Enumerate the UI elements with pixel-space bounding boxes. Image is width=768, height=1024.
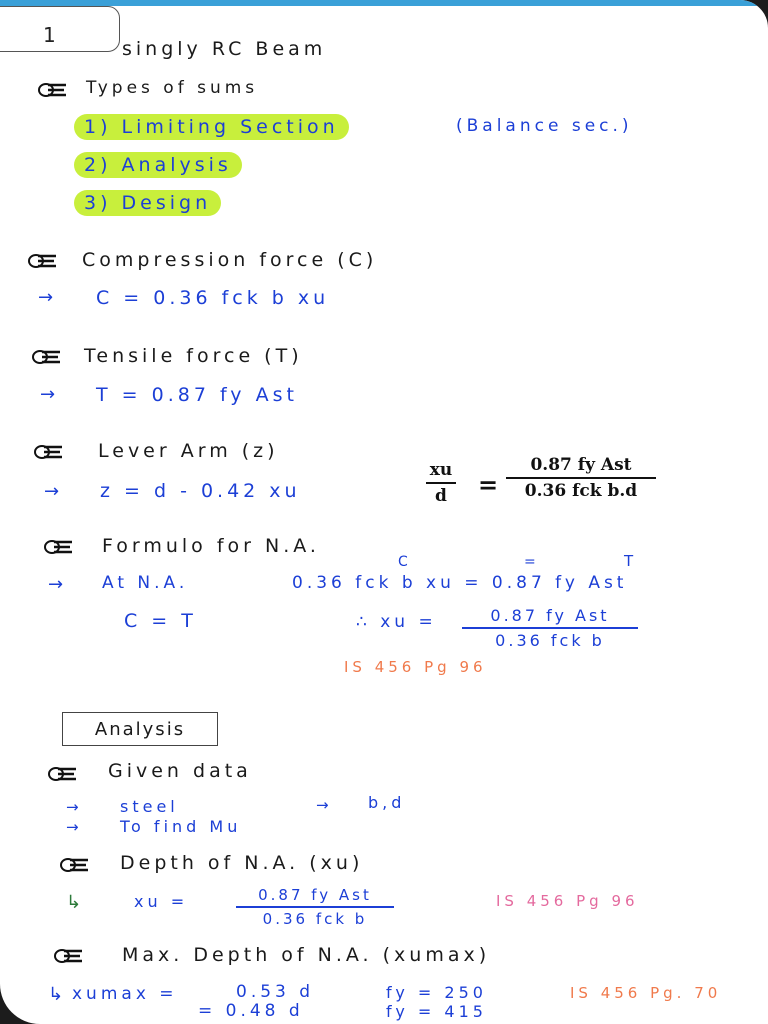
analysis-section-label: Analysis: [62, 712, 218, 746]
na-denominator: 0.36 fck b: [495, 631, 605, 650]
depth-fraction: [236, 886, 394, 928]
label-eq: =: [524, 554, 540, 570]
depth-lhs: xu =: [134, 892, 189, 911]
bullet-icon: [54, 948, 84, 964]
max-depth-value-1: 0.53 d: [236, 982, 315, 1002]
is-reference: IS 456 Pg 96: [344, 658, 487, 676]
max-depth-lhs: xumax =: [72, 984, 178, 1004]
na-numerator: 0.87 fy Ast: [490, 606, 610, 625]
depth-reference: IS 456 Pg 96: [496, 892, 639, 910]
max-depth-reference: IS 456 Pg. 70: [570, 984, 722, 1002]
arrow-icon: →: [48, 574, 64, 595]
tensile-formula: T = 0.87 fy Ast: [96, 384, 298, 406]
bullet-icon: [32, 349, 62, 365]
bullet-icon: [48, 766, 78, 782]
lever-rhs-fraction: [506, 455, 656, 501]
lever-formula: z = d - 0.42 xu: [100, 480, 301, 502]
formula-na-heading: Formulo for N.A.: [102, 535, 320, 557]
na-equation: 0.36 fck b xu = 0.87 fy Ast: [292, 573, 628, 593]
fraction-bar: [236, 906, 394, 908]
bullet-icon: [38, 82, 68, 98]
fy-415: fy = 415: [386, 1002, 487, 1021]
lever-ratio-numerator: xu: [429, 460, 453, 480]
bullet-icon: [44, 539, 74, 555]
page-title: singly RC Beam: [122, 38, 327, 60]
at-na-label: At N.A.: [102, 573, 189, 593]
given-steel: steel: [120, 797, 179, 816]
lever-ratio-denominator: d: [435, 486, 447, 506]
fraction-bar: [426, 482, 456, 484]
type-item-1-note: (Balance sec.): [456, 116, 633, 136]
page-tab: [0, 6, 120, 52]
fy-250: fy = 250: [386, 983, 487, 1002]
given-to-find: To find Mu: [120, 817, 242, 836]
label-c: C: [398, 554, 412, 570]
type-item-3: 3) Design: [74, 190, 221, 216]
page-number: 1: [43, 23, 56, 47]
label-t: T: [624, 552, 638, 570]
lever-heading: Lever Arm (z): [98, 440, 279, 462]
na-fraction: [462, 606, 638, 650]
given-heading: Given data: [108, 760, 252, 782]
return-arrow-icon: ↳: [66, 892, 82, 913]
return-arrow-icon: ↳: [48, 984, 64, 1005]
max-depth-heading: Max. Depth of N.A. (xumax): [122, 944, 491, 966]
fraction-bar: [462, 627, 638, 629]
lever-equals: =: [478, 470, 499, 499]
arrow-icon: →: [316, 796, 329, 814]
tensile-heading: Tensile force (T): [84, 345, 303, 367]
max-depth-value-2: = 0.48 d: [198, 1001, 304, 1021]
depth-heading: Depth of N.A. (xu): [120, 852, 364, 874]
depth-denominator: 0.36 fck b: [262, 910, 368, 928]
bullet-icon: [28, 253, 58, 269]
fraction-bar: [506, 477, 656, 479]
type-item-1: 1) Limiting Section: [74, 114, 349, 140]
type-item-2: 2) Analysis: [74, 152, 242, 178]
bullet-icon: [60, 857, 90, 873]
compression-heading: Compression force (C): [82, 249, 378, 271]
arrow-icon: →: [38, 287, 54, 308]
depth-numerator: 0.87 fy Ast: [258, 886, 372, 904]
given-bd: b,d: [368, 793, 406, 812]
arrow-icon: →: [44, 481, 60, 502]
arrow-icon: →: [40, 384, 56, 405]
arrow-icon: →: [66, 818, 79, 836]
lever-rhs-denominator: 0.36 fck b.d: [524, 481, 638, 501]
lever-rhs-numerator: 0.87 fy Ast: [530, 455, 632, 475]
therefore-xu: ∴ xu =: [356, 612, 437, 632]
arrow-icon: →: [66, 798, 79, 816]
lever-ratio-fraction: [426, 460, 456, 506]
top-accent-bar: [0, 0, 768, 6]
c-equals-t: C = T: [124, 610, 197, 632]
bullet-icon: [34, 444, 64, 460]
types-heading: Types of sums: [86, 78, 259, 98]
compression-formula: C = 0.36 fck b xu: [96, 287, 330, 309]
